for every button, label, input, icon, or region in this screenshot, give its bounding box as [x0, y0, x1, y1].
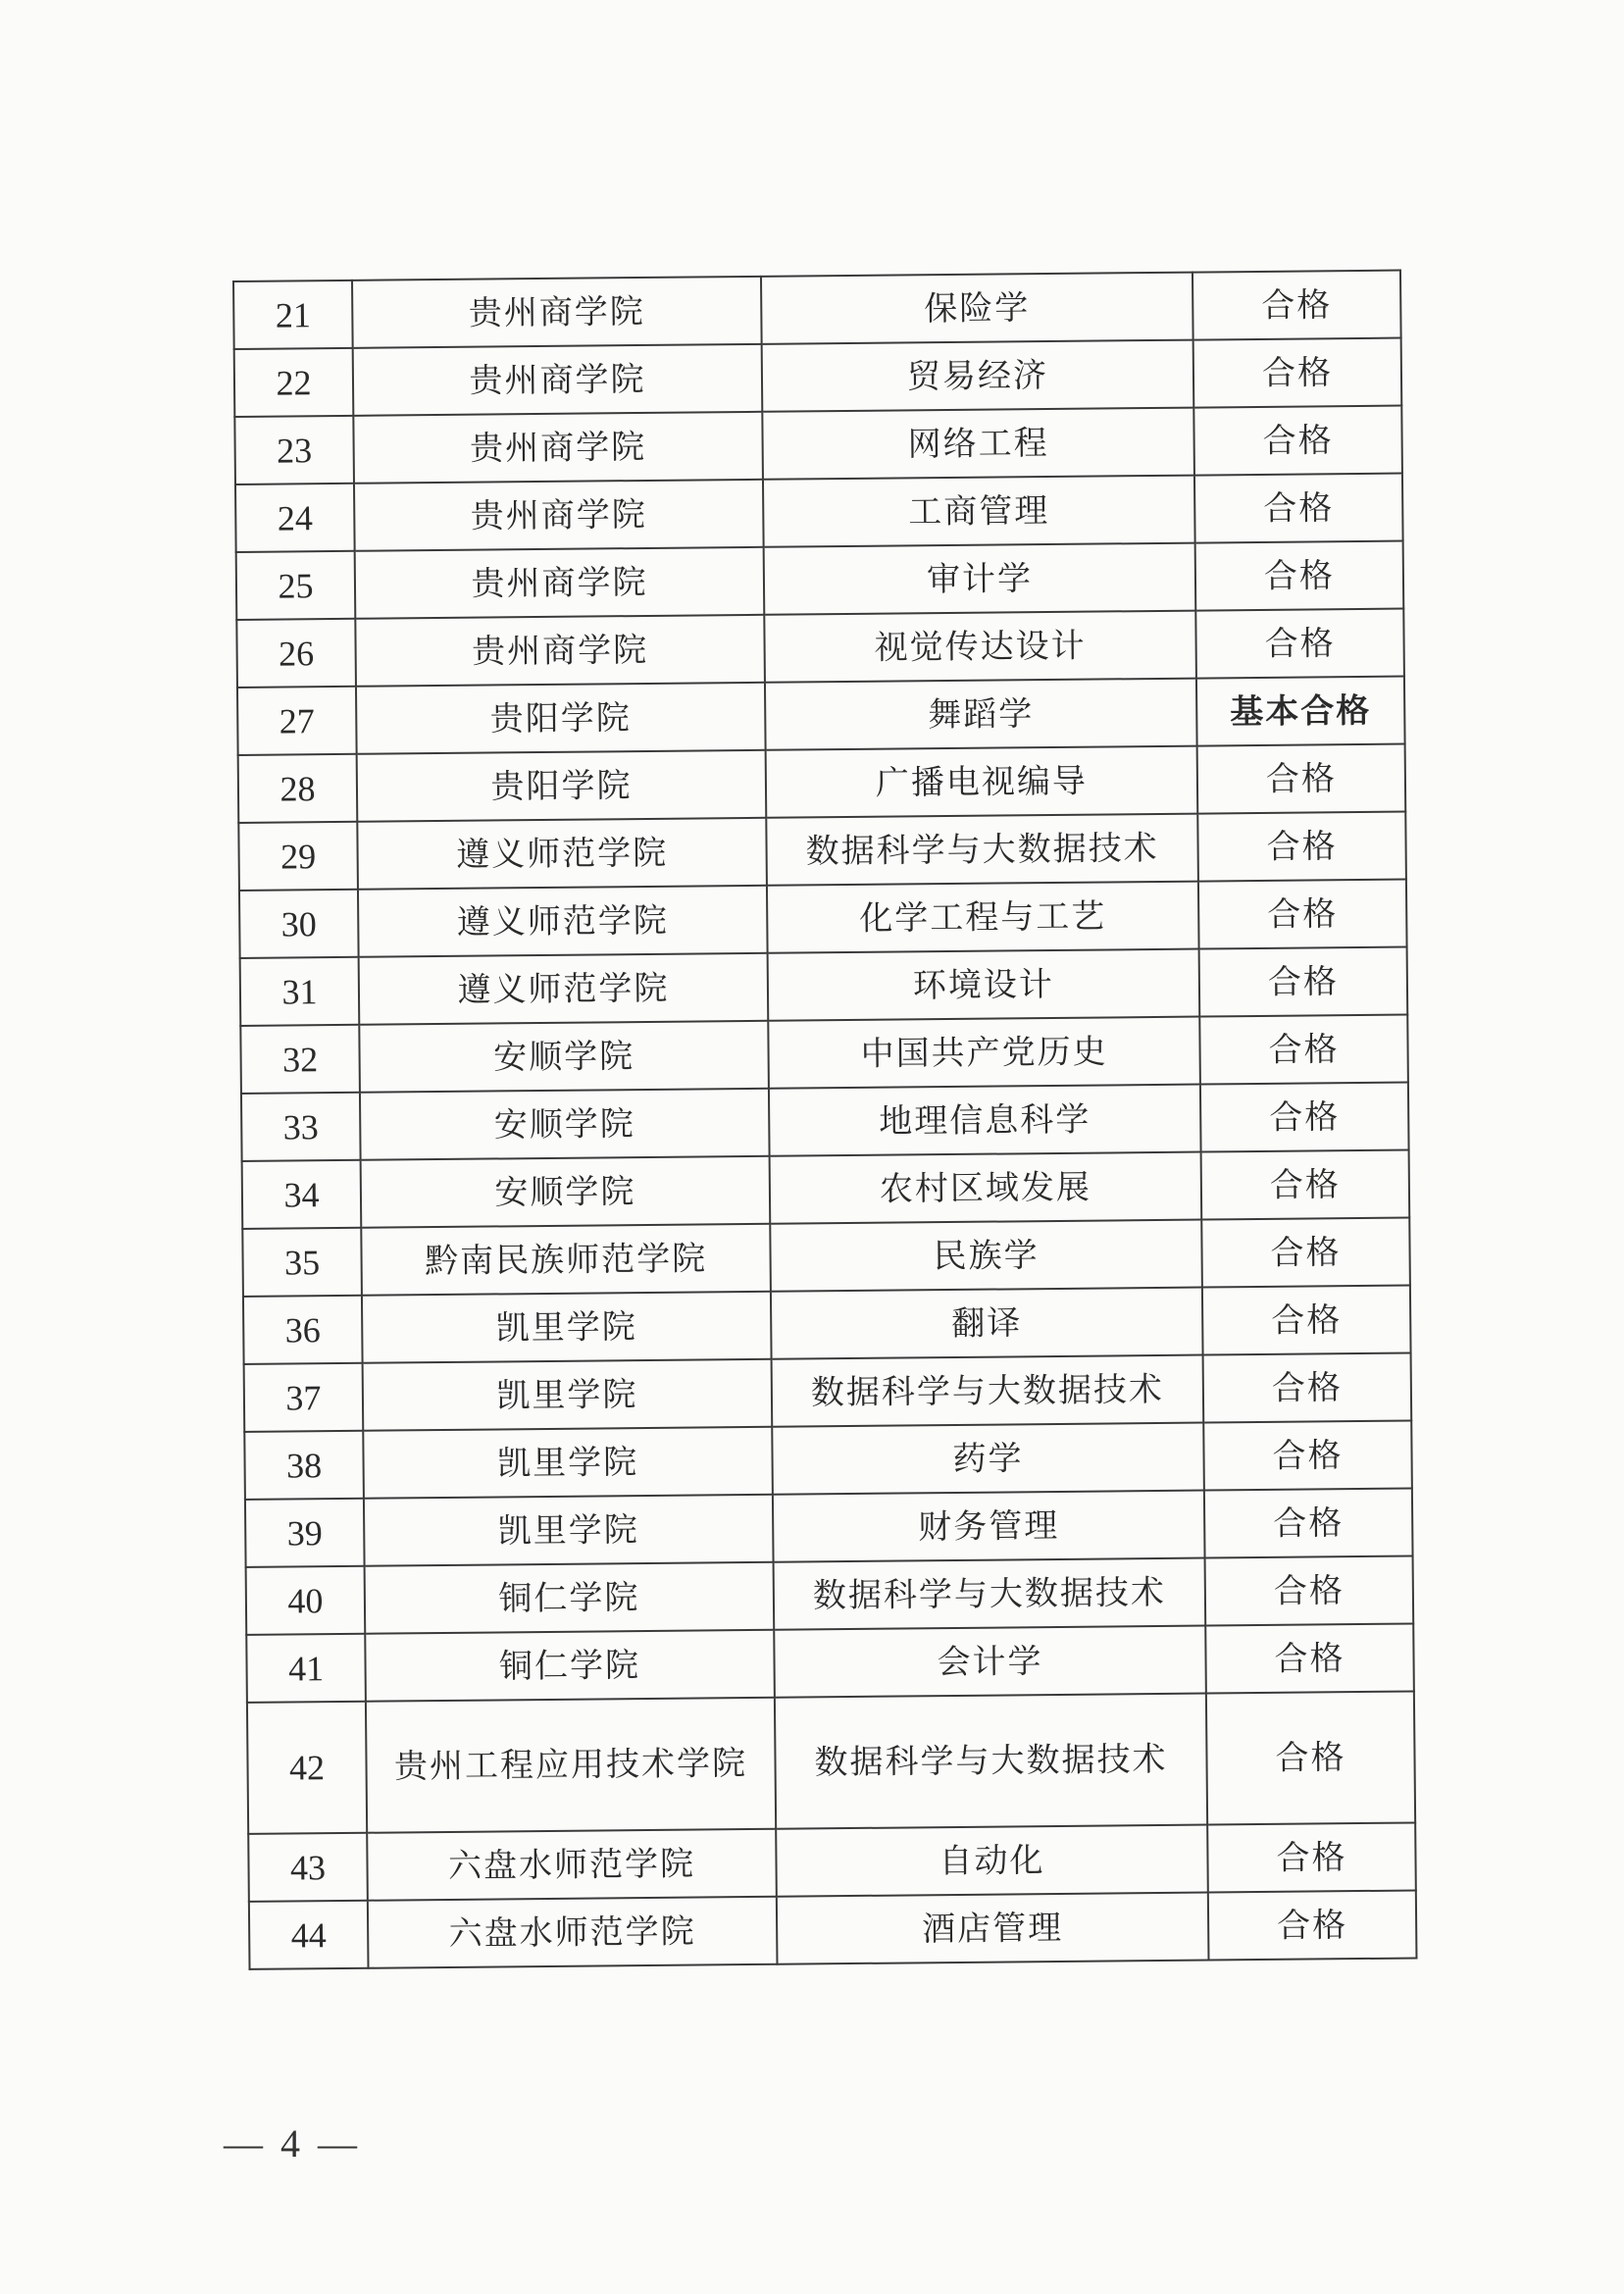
assessment-result: 合格 [1205, 1556, 1414, 1626]
assessment-results-table [232, 270, 1417, 1970]
table-row [247, 1692, 1415, 1834]
school-name: 贵州工程应用技术学院 [366, 1698, 776, 1833]
major-name: 中国共产党历史 [768, 1017, 1200, 1089]
school-name: 贵阳学院 [357, 750, 767, 822]
row-number: 29 [238, 822, 358, 891]
school-name: 遵义师范学院 [357, 818, 767, 890]
school-name: 六盘水师范学院 [368, 1897, 778, 1968]
major-name: 数据科学与大数据技术 [774, 1558, 1206, 1630]
assessment-result: 合格 [1202, 1286, 1411, 1355]
assessment-result: 合格 [1194, 474, 1403, 543]
major-name: 审计学 [764, 543, 1196, 615]
table-row [249, 1890, 1417, 1968]
school-name: 安顺学院 [360, 1089, 770, 1160]
assessment-result: 合格 [1195, 609, 1404, 679]
assessment-result: 合格 [1200, 1083, 1409, 1152]
assessment-result: 合格 [1201, 1218, 1410, 1288]
row-number: 42 [247, 1702, 367, 1834]
school-name: 贵州商学院 [353, 344, 763, 416]
assessment-result: 合格 [1206, 1692, 1415, 1825]
row-number: 34 [242, 1160, 362, 1229]
row-number: 33 [241, 1093, 361, 1161]
assessment-result: 基本合格 [1196, 677, 1405, 746]
row-number: 44 [249, 1901, 369, 1969]
assessment-result: 合格 [1208, 1890, 1417, 1960]
table-row [248, 1822, 1416, 1901]
school-name: 凯里学院 [363, 1359, 773, 1431]
table-row [239, 880, 1407, 958]
table-row [234, 338, 1402, 417]
table-body [233, 271, 1416, 1969]
row-number: 39 [245, 1499, 365, 1567]
row-number: 40 [246, 1566, 366, 1635]
assessment-result: 合格 [1198, 880, 1407, 949]
table-row [240, 1015, 1408, 1094]
table-row [242, 1218, 1410, 1297]
row-number: 25 [236, 551, 356, 620]
table-row [233, 271, 1401, 349]
row-number: 23 [234, 416, 354, 484]
table-row [242, 1150, 1410, 1229]
table-row [238, 744, 1406, 823]
table-row [236, 609, 1404, 688]
school-name: 凯里学院 [363, 1427, 773, 1499]
major-name: 财务管理 [773, 1491, 1205, 1562]
major-name: 数据科学与大数据技术 [766, 814, 1198, 886]
row-number: 27 [237, 687, 357, 755]
row-number: 32 [240, 1025, 360, 1094]
assessment-result: 合格 [1204, 1489, 1413, 1558]
page-number: — 4 — [224, 2121, 361, 2166]
school-name: 遵义师范学院 [359, 953, 769, 1025]
row-number: 28 [238, 754, 358, 823]
school-name: 贵州商学院 [352, 277, 762, 348]
major-name: 农村区域发展 [770, 1152, 1202, 1224]
table-row [234, 406, 1402, 484]
major-name: 工商管理 [763, 476, 1195, 547]
table-row [236, 541, 1404, 620]
major-name: 舞蹈学 [765, 679, 1197, 750]
assessment-result: 合格 [1207, 1822, 1416, 1892]
assessment-result: 合格 [1199, 947, 1408, 1017]
major-name: 翻译 [771, 1288, 1203, 1359]
table-row [237, 677, 1405, 755]
table-row [245, 1489, 1413, 1567]
assessment-result: 合格 [1197, 812, 1406, 882]
assessment-result: 合格 [1197, 744, 1406, 814]
major-name: 广播电视编导 [766, 746, 1198, 818]
assessment-result: 合格 [1203, 1353, 1412, 1423]
school-name: 贵阳学院 [356, 683, 766, 754]
assessment-result: 合格 [1205, 1624, 1414, 1694]
row-number: 31 [240, 957, 360, 1026]
assessment-result: 合格 [1195, 541, 1404, 611]
major-name: 视觉传达设计 [764, 611, 1196, 683]
row-number: 22 [234, 348, 354, 417]
school-name: 铜仁学院 [365, 1562, 775, 1634]
table-row [235, 474, 1403, 552]
major-name: 化学工程与工艺 [767, 882, 1199, 953]
school-name: 贵州商学院 [353, 412, 763, 484]
row-number: 35 [242, 1228, 362, 1297]
table-row [246, 1556, 1414, 1635]
school-name: 安顺学院 [359, 1021, 769, 1093]
school-name: 六盘水师范学院 [367, 1829, 777, 1901]
major-name: 环境设计 [768, 949, 1200, 1021]
row-number: 37 [244, 1363, 364, 1432]
row-number: 26 [236, 619, 356, 688]
table-row [244, 1421, 1412, 1500]
major-name: 民族学 [770, 1220, 1202, 1292]
major-name: 地理信息科学 [769, 1085, 1201, 1156]
table-row [246, 1624, 1414, 1703]
row-number: 36 [243, 1296, 363, 1364]
table-row [243, 1286, 1411, 1364]
major-name: 数据科学与大数据技术 [772, 1355, 1204, 1427]
major-name: 网络工程 [762, 408, 1194, 480]
assessment-result: 合格 [1193, 271, 1401, 340]
school-name: 贵州商学院 [355, 547, 765, 619]
assessment-result: 合格 [1203, 1421, 1412, 1491]
school-name: 贵州商学院 [355, 615, 765, 687]
major-name: 自动化 [776, 1825, 1208, 1897]
major-name: 数据科学与大数据技术 [775, 1694, 1207, 1829]
school-name: 凯里学院 [362, 1292, 772, 1363]
row-number: 43 [248, 1833, 368, 1902]
major-name: 药学 [772, 1423, 1204, 1495]
table-row [244, 1353, 1412, 1432]
row-number: 30 [239, 890, 359, 958]
table-row [241, 1083, 1409, 1161]
row-number: 41 [246, 1634, 366, 1703]
assessment-result: 合格 [1193, 406, 1402, 476]
school-name: 遵义师范学院 [358, 886, 768, 957]
row-number: 24 [235, 484, 355, 552]
assessment-result: 合格 [1201, 1150, 1410, 1220]
school-name: 铜仁学院 [365, 1630, 775, 1702]
school-name: 贵州商学院 [354, 480, 764, 551]
major-name: 会计学 [774, 1626, 1206, 1698]
table-row [238, 812, 1406, 891]
major-name: 贸易经济 [762, 340, 1194, 412]
assessment-result: 合格 [1199, 1015, 1408, 1085]
row-number: 38 [244, 1431, 364, 1500]
school-name: 黔南民族师范学院 [361, 1224, 771, 1296]
table-row [240, 947, 1408, 1026]
major-name: 保险学 [761, 273, 1193, 344]
major-name: 酒店管理 [777, 1893, 1209, 1964]
row-number: 21 [233, 280, 353, 349]
school-name: 凯里学院 [364, 1495, 774, 1566]
school-name: 安顺学院 [361, 1156, 771, 1228]
assessment-result: 合格 [1193, 338, 1402, 408]
